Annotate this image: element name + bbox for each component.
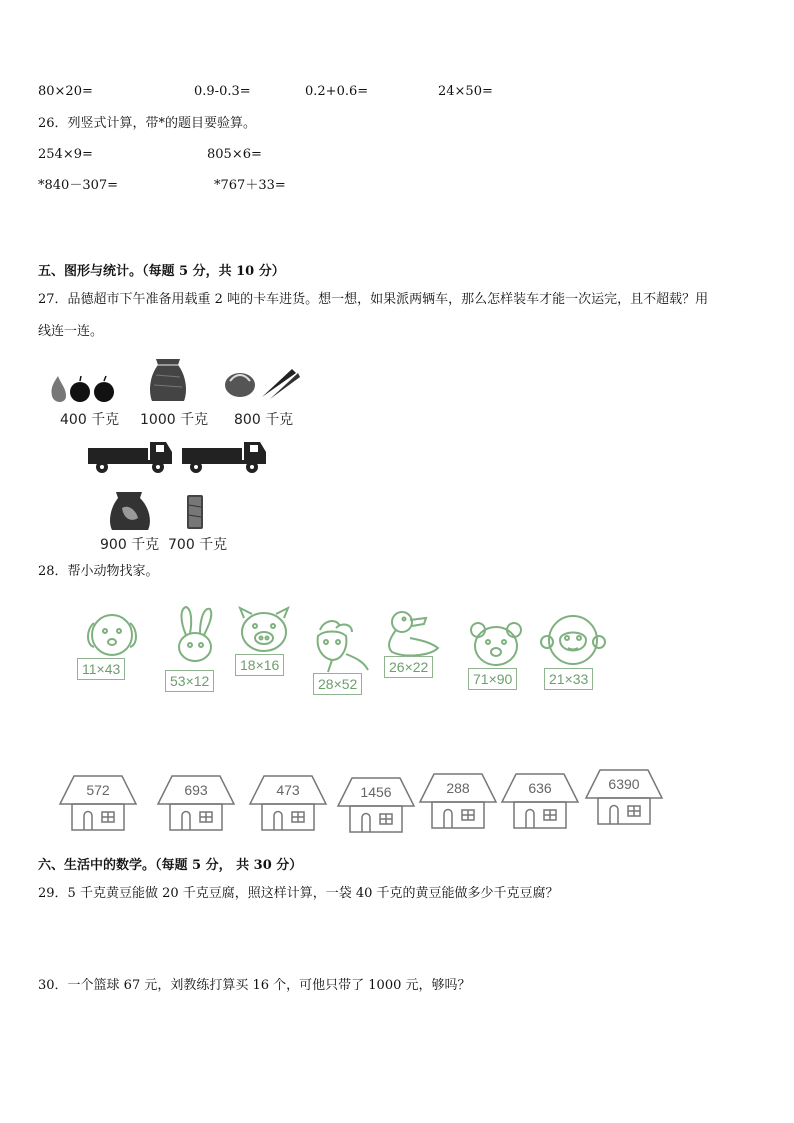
q27-text-line2: 线连一连。 (38, 324, 104, 339)
q30-text: 30．一个篮球 67 元，刘教练打算买 16 个，可他只带了 1000 元，够吗？ (38, 978, 471, 993)
vegetables-icon (222, 363, 302, 401)
section6-title: 六、生活中的数学。（每题 5 分， 共 30 分） (38, 858, 303, 873)
duck-icon (380, 608, 446, 658)
animal-card: 26×22 (384, 656, 433, 678)
house-number: 288 (446, 780, 470, 796)
q26-problem-d: *767＋33= (214, 178, 286, 193)
house-number: 693 (184, 782, 208, 798)
q26-problem-a: 254×9= (38, 147, 93, 162)
animal-card: 18×16 (235, 654, 284, 676)
flour-sack-icon (108, 490, 152, 532)
animal-card: 21×33 (544, 668, 593, 690)
rabbit-icon (170, 605, 220, 669)
house-number: 636 (528, 780, 552, 796)
fruit-icon (48, 372, 120, 406)
q26-title: 26．列竖式计算，带*的题目要验算。 (38, 116, 257, 131)
oral-problem-3: 0.2+0.6= (305, 84, 369, 99)
goods-weight-label: 900 千克 (100, 537, 160, 553)
animal-card: 71×90 (468, 668, 517, 690)
truck-icon (86, 436, 176, 476)
house-number: 473 (276, 782, 300, 798)
goat-icon (306, 618, 372, 674)
oil-can-icon (184, 493, 206, 531)
q27-text-line1: 27．品德超市下午准备用载重 2 吨的卡车进货。想一想，如果派两辆车，那么怎样装车才能一次运完，且不超载？用 (38, 292, 709, 307)
goods-weight-label: 400 千克 (60, 412, 120, 428)
goods-weight-label: 800 千克 (234, 412, 294, 428)
house (248, 772, 328, 832)
house (418, 770, 498, 830)
goods-weight-label: 700 千克 (168, 537, 228, 553)
bear-icon (468, 620, 524, 670)
oral-problem-1: 80×20= (38, 84, 93, 99)
monkey-icon (540, 612, 606, 670)
q28-title: 28．帮小动物找家。 (38, 564, 159, 579)
animal-card: 11×43 (77, 658, 125, 680)
house-number: 6390 (608, 776, 640, 792)
oral-problem-2: 0.9-0.3= (194, 84, 251, 99)
house (156, 772, 236, 832)
house-number: 572 (86, 782, 110, 798)
section5-title: 五、图形与统计。（每题 5 分，共 10 分） (38, 264, 285, 279)
house (58, 772, 138, 832)
q26-problem-b: 805×6= (207, 147, 262, 162)
pig-icon (236, 606, 292, 654)
house-number: 1456 (360, 784, 392, 800)
house (584, 766, 664, 826)
q29-text: 29．5 千克黄豆能做 20 千克豆腐，照这样计算，一袋 40 千克的黄豆能做多少千克豆腐？ (38, 886, 559, 901)
goods-weight-label: 1000 千克 (140, 412, 209, 428)
q26-problem-c: *840－307= (38, 178, 119, 193)
house (500, 770, 580, 830)
house (336, 774, 416, 834)
dog-icon (82, 607, 142, 659)
animal-card: 53×12 (165, 670, 214, 692)
grain-sack-icon (148, 355, 188, 403)
truck-icon (180, 436, 270, 476)
oral-problem-4: 24×50= (438, 84, 493, 99)
animal-card: 28×52 (313, 673, 362, 695)
